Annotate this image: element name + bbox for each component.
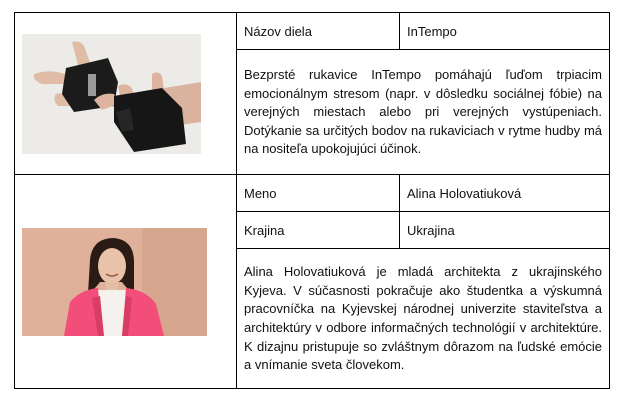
name-label: Meno: [237, 175, 400, 212]
country-value: Ukrajina: [400, 212, 610, 249]
work-description: Bezprsté rukavice InTempo pomáhajú ľuďom trpiacim emocionálnym stresom (napr. v dôsledku sociálnej fóbie) na verejných miestach alebo pri verejných vystúpeniach. Dotýkanie sa určitých bodov na rukaviciach v rytme hudby má na nositeľa upokojujúci účinok.: [237, 50, 610, 175]
work-title-label: Názov diela: [237, 13, 400, 50]
author-description: Alina Holovatiuková je mladá architekta z ukrajinského Kyjeva. V súčasnosti pokračuje ako študentka a výskumná pracovníčka na Kyjevskej národnej univerzite staviteľstva a architektúry v odbore informačných technológií v architektúre. K dizajnu pristupuje so zvláštnym dôrazom na ľudské emócie a vnímanie sveta človekom.: [237, 249, 610, 389]
person-photo: [22, 228, 207, 336]
woman-portrait-icon: [22, 228, 207, 336]
info-table: [14, 12, 610, 389]
glove-photo: [22, 34, 201, 154]
fingerless-gloves-icon: [22, 34, 201, 154]
table-row: [15, 175, 610, 212]
name-value: Alina Holovatiuková: [400, 175, 610, 212]
person-image-cell: [15, 175, 237, 389]
glove-image-cell: [15, 13, 237, 175]
work-title-value: InTempo: [400, 13, 610, 50]
table-row: [15, 13, 610, 50]
country-label: Krajina: [237, 212, 400, 249]
